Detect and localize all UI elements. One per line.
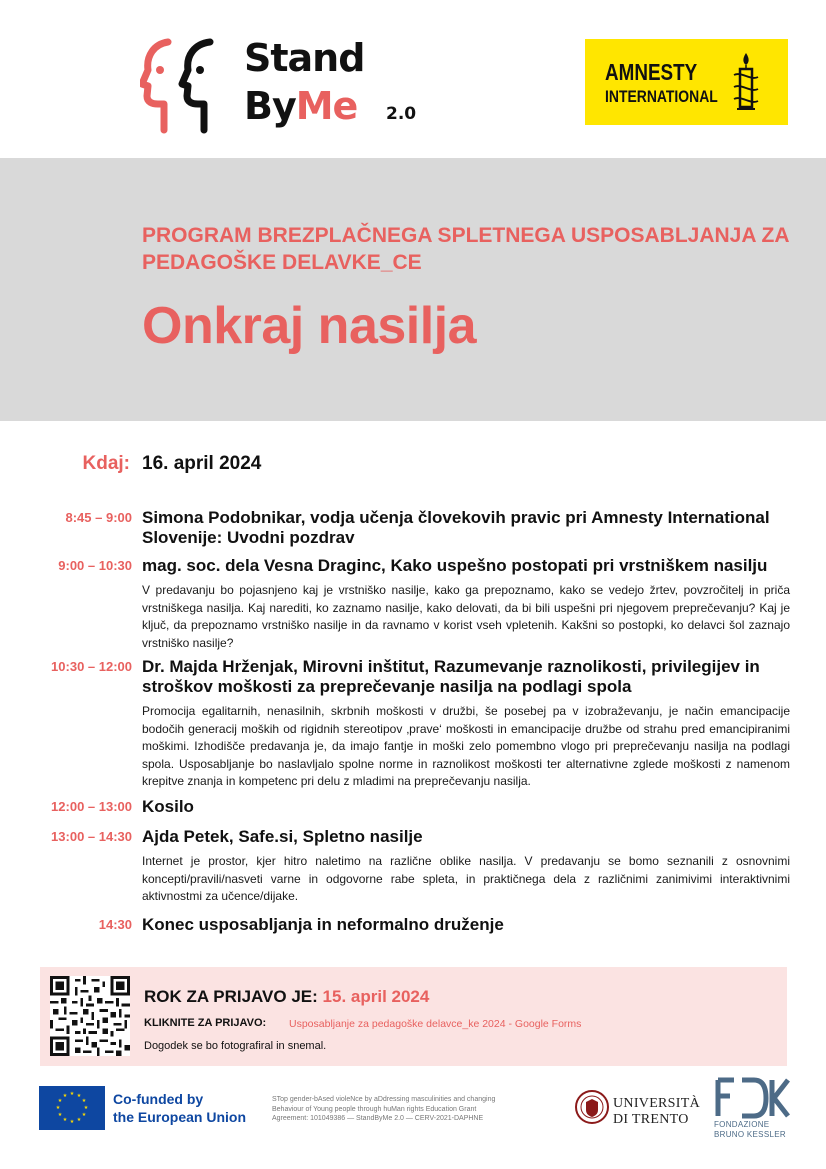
click-to-register-label: KLIKNITE ZA PRIJAVO: [144, 1017, 267, 1029]
schedule-title: Ajda Petek, Safe.si, Spletno nasilje [142, 827, 423, 846]
recording-notice: Dogodek se bo fotografiral in snemal. [144, 1040, 327, 1052]
svg-text:★: ★ [57, 1098, 63, 1104]
international-word: INTERNATIONAL [605, 87, 718, 106]
schedule-time: 10:30 – 12:00 [51, 659, 132, 674]
sbm-word-by-me: ByMe [244, 84, 358, 128]
fbk-line2: BRUNO KESSLER [714, 1130, 786, 1139]
schedule-time: 13:00 – 14:30 [51, 829, 132, 844]
svg-text:★: ★ [62, 1117, 68, 1123]
event-date: 16. april 2024 [142, 453, 262, 474]
fbk-logo [712, 1076, 796, 1142]
schedule-time: 9:00 – 10:30 [58, 558, 132, 573]
program-subtitle: PROGRAM BREZPLAČNEGA SPLETNEGA USPOSABLJANJA ZA PEDAGOŠKE DELAVKE_CE [142, 224, 789, 274]
eu-cofunded-text: Co-funded by the European Union [113, 1091, 246, 1125]
sbm-word-stand: Stand [244, 36, 365, 80]
svg-text:★: ★ [69, 1119, 75, 1125]
two-heads-icon [140, 38, 240, 134]
university-of-trento-logo [575, 1090, 705, 1130]
schedule-title: mag. soc. dela Vesna Draginc, Kako uspešno postopati pri vrstniškem nasilju [142, 556, 768, 575]
sbm-version: 2.0 [386, 104, 417, 124]
header [0, 0, 826, 158]
schedule-description: V predavanju bo pojasnjeno kaj je vrstniško nasilje, kako ga prepoznamo, kako se vedejo žrtev, povzročitelj in priča vrstniškega nasilja. Kaj narediti, ko zaznamo nasilje, kako delovati, da bi bili uspešni pri njegovem preprečevanju? Kaj je ključ, da prepoznamo vrstniško nasilje in da ravnamo v korist vseh vpletenih. Kakšni so postopki, ko delavci šol zaznajo vrstniško nasilje? [142, 583, 790, 650]
candle-barbed-wire-icon [731, 51, 761, 113]
svg-text:★: ★ [81, 1112, 87, 1118]
registration-deadline: ROK ZA PRIJAVO JE: 15. april 2024 [144, 987, 430, 1006]
unitn-line2: DI TRENTO [613, 1112, 689, 1127]
schedule-description: Promocija egalitarnih, nenasilnih, skrbnih moškosti v družbi, še posebej pa v izobraževanju, je način emancipacije bodočih generacij moških od rigidnih stereotipov ‚prave‘ moškosti in emancipacije družbe od strahu pred emancipiranimi moškimi. Izhodišče predavanja je, da imajo fantje in moški zelo pomembno vlogo pri preprečevanju nasilja na podlagi spola. Usposabljanje bo naslavljalo spolne norme in raznolikost moškosti ter alternativne zglede moškosti z namenom krepitve znanja in kompetenc pri delu z mladimi na preprečevanju nasilja. [142, 704, 790, 789]
svg-text:★: ★ [62, 1093, 68, 1099]
page-title: Onkraj nasilja [142, 297, 477, 355]
schedule-title: Simona Podobnikar, vodja učenja človekovih pravic pri Amnesty International Slovenije: Uvodni pozdrav [142, 508, 770, 547]
svg-text:★: ★ [55, 1105, 61, 1111]
registration-form-link[interactable]: Usposabljanje za pedagoške delavce_ke 2024 - Google Forms [289, 1018, 582, 1030]
registration-box [40, 967, 787, 1066]
university-seal-icon [575, 1090, 609, 1124]
schedule-time: 8:45 – 9:00 [65, 510, 132, 525]
schedule-time: 12:00 – 13:00 [51, 799, 132, 814]
svg-text:★: ★ [69, 1091, 75, 1097]
fbk-mark-icon [714, 1076, 790, 1120]
schedule-title: Kosilo [142, 797, 194, 816]
when-label: Kdaj: [82, 453, 130, 474]
amnesty-word: AMNESTY [605, 59, 698, 85]
schedule-description: Internet je prostor, kjer hitro naletimo na različne oblike nasilja. V predavanju se bomo seznanili z osnovnimi koncepti/pravili/nasveti varne in odgovorne rabe spleta, in praktičnega dela z različnimi zanimivimi interaktivnimi aktivnostmi za učence/dijake. [142, 854, 790, 904]
svg-text:★: ★ [83, 1105, 89, 1111]
unitn-line1: UNIVERSITÀ [613, 1096, 700, 1111]
svg-text:★: ★ [81, 1098, 87, 1104]
grant-agreement-text: STop gender-bAsed violeNce by aDdressing masculinities and changing Behaviour of Young people through huMan rights Education Grant Agreement: 101049386 — StandByMe 2.0 — CERV-2021-DAPHNE [272, 1096, 496, 1122]
amnesty-logo [585, 39, 788, 125]
svg-text:★: ★ [57, 1112, 63, 1118]
schedule-title: Konec usposabljanja in neformalno druženje [142, 915, 504, 934]
stand-by-me-logo [140, 38, 430, 138]
qr-code-icon[interactable] [50, 976, 130, 1056]
svg-text:★: ★ [76, 1093, 82, 1099]
eu-flag-icon [39, 1086, 105, 1130]
svg-text:★: ★ [76, 1117, 82, 1123]
schedule-time: 14:30 [98, 917, 132, 932]
fbk-line1: FONDAZIONE [714, 1120, 770, 1129]
schedule-title: Dr. Majda Hrženjak, Mirovni inštitut, Razumevanje raznolikosti, privilegijev in stroškov moškosti za preprečevanje nasilja na podlagi spola [142, 657, 760, 696]
title-banner [0, 158, 826, 421]
